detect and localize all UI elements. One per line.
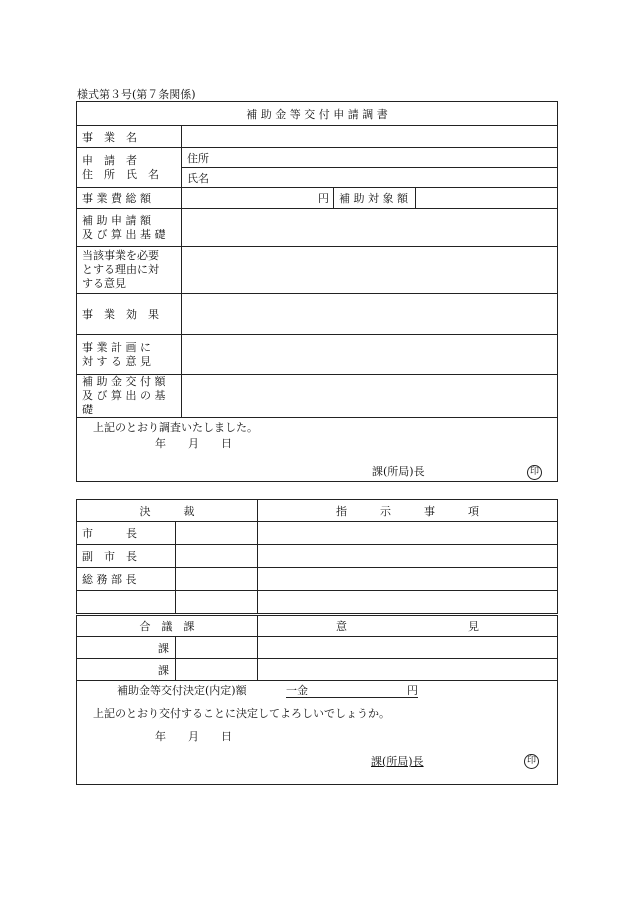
role-vice-mayor [77,544,176,567]
apply-amount-label [77,209,182,247]
subsidy-target-text: 補 助 対 象 額 [339,192,408,205]
role-vice-mayor-text: 副 市 長 [82,549,137,563]
consult-seal-box-2[interactable] [176,659,258,681]
decision-header: 決 裁 [77,500,258,522]
name-label: 氏名 [187,171,209,185]
role-general-affairs-text: 総 務 部 長 [82,572,137,586]
necessity-line1: 当該事業を必要 [82,249,159,262]
approval-date: 年 月 日 [155,730,232,743]
necessity-field[interactable] [182,247,558,294]
consult-seal-box-1[interactable] [176,637,258,659]
applicant-label-line2: 住 所 氏 名 [82,167,159,181]
effect-field[interactable] [182,294,558,335]
name-field[interactable] [182,168,558,188]
total-cost-text: 事 業 費 総 額 [82,192,151,205]
consult-header: 合 議 課 [77,615,258,637]
project-name-field[interactable] [182,126,558,148]
vice-mayor-seal-box[interactable] [176,544,258,567]
consult-section-2-label: 課 [158,663,169,677]
project-name-label [77,126,182,148]
grant-amount-input[interactable] [286,685,418,698]
necessity-line3: する意見 [82,277,126,290]
effect-text: 事 業 効 果 [82,308,159,321]
apply-amount-line2: 及 び 算 出 基 礎 [82,227,166,241]
grant-amount-line2: 及 び 算 出 の 基 礎 [82,389,166,416]
approval-signer: 課(所局)長 [371,755,424,768]
survey-signer: 課(所局)長 [372,465,425,478]
approval-table [76,499,558,785]
role-mayor-text: 市 長 [82,526,137,540]
applicant-label [77,148,182,188]
total-cost-field[interactable] [182,188,334,209]
form-number-label: 様式第３号(第７条関係) [77,88,196,101]
consult-section-2[interactable] [77,659,176,681]
confirm-statement: 上記のとおり交付することに決定してよろしいでしょうか。 [93,707,390,720]
instruction-header: 指 示 事 項 [258,500,558,522]
application-survey-table [76,101,558,482]
yen-unit: 円 [318,192,329,205]
apply-amount-line1: 補 助 申 請 額 [82,213,151,227]
approval-footer [77,681,558,785]
survey-footer [77,418,558,482]
opinion-header: 意 見 [258,615,558,637]
survey-date: 年 月 日 [155,437,232,450]
applicant-label-line1: 申 請 者 [82,153,137,167]
opinion-field-2[interactable] [258,659,558,681]
role-mayor [77,522,176,545]
plan-opinion-line1: 事 業 計 画 に [82,340,151,354]
instruction-field[interactable] [258,522,558,615]
subsidy-target-label [334,188,416,209]
role-blank[interactable] [77,590,176,614]
plan-opinion-field[interactable] [182,335,558,375]
total-cost-label [77,188,182,209]
plan-opinion-label [77,335,182,375]
necessity-line2: とする理由に対 [82,263,159,276]
project-name-text: 事 業 名 [82,130,137,144]
consult-section-1[interactable] [77,637,176,659]
approval-seal-icon: 印 [524,754,539,769]
effect-label [77,294,182,335]
grant-amount-decision-label: 補助金等交付決定(内定)額 [117,684,247,697]
subsidy-target-field[interactable] [416,188,558,209]
general-affairs-seal-box[interactable] [176,567,258,590]
necessity-label [77,247,182,294]
role-general-affairs [77,567,176,590]
mayor-seal-box[interactable] [176,522,258,545]
address-field[interactable] [182,148,558,168]
opinion-field-1[interactable] [258,637,558,659]
survey-statement: 上記のとおり調査いたしました。 [93,421,258,434]
consult-section-1-label: 課 [158,641,169,655]
apply-amount-field[interactable] [182,209,558,247]
grant-amount-field[interactable] [182,375,558,418]
grant-amount-label [77,375,182,418]
address-label: 住所 [187,151,209,165]
blank-seal-box[interactable] [176,590,258,614]
seal-icon: 印 [527,465,542,480]
plan-opinion-line2: 対 す る 意 見 [82,354,151,368]
amount-unit: 円 [407,684,418,697]
amount-prefix: 一金 [286,684,308,697]
form-title: 補 助 金 等 交 付 申 請 調 書 [77,102,558,126]
grant-amount-line1: 補 助 金 交 付 額 [82,375,166,388]
